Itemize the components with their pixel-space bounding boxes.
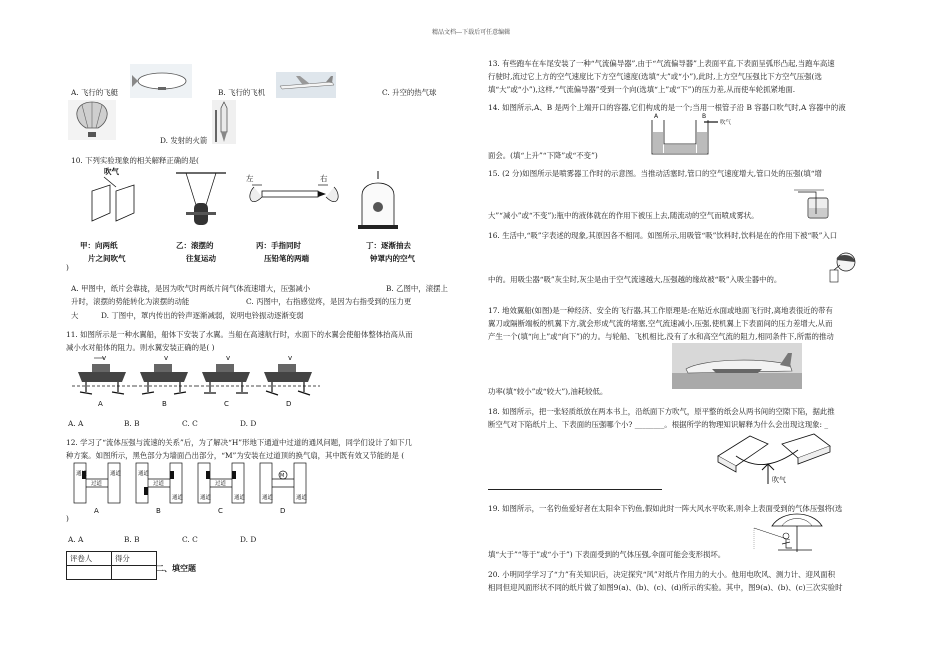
- svg-text:通道: 通道: [76, 471, 88, 477]
- q11-option-c: C. C: [182, 419, 198, 428]
- svg-text:B: B: [156, 507, 161, 515]
- q11-line2: 减小水对船体的阻力。则水翼安装正确的是( ): [66, 343, 215, 352]
- q16-line1: 16. 生活中,“吸”字表述的现象,其原因各不相同。如图所示,用吸管“吸”饮料时,饮料是在的作用下被“吸”入口: [488, 231, 838, 240]
- q12-close-paren: ): [66, 514, 69, 523]
- svg-text:过道: 过道: [215, 481, 227, 487]
- q12-line2: 种方案。如图所示，黑色部分为墙面凸出部分，“M”为安装在过道顶的换气扇，其中既有效又节能的是 (: [66, 451, 405, 460]
- q15-line1: 15. (2 分)如图所示是喷雾器工作时的示意图。当推动活塞时,管口的空气速度增大,管口处的压强(填“增: [488, 169, 822, 178]
- svg-text:片之间吹气: 片之间吹气: [88, 254, 126, 263]
- svg-text:通道: 通道: [200, 495, 212, 501]
- q10-option-b: B. 乙图中，滚摆上: [386, 284, 448, 293]
- svg-text:D: D: [280, 507, 286, 515]
- svg-text:C: C: [218, 507, 223, 515]
- drinking-straw-figure: [824, 250, 864, 284]
- section-title-fill-in: 二、填空题: [156, 563, 196, 573]
- svg-text:v: v: [288, 354, 293, 362]
- q14-line1: 14. 如图所示,A、B 是两个上端开口的容器,它们构成的是一个;当用一根管子沿 B 容器口吹气时,A 容器中的液: [488, 103, 846, 112]
- sprayer-figure: [794, 186, 834, 220]
- svg-text:吹气: 吹气: [772, 476, 786, 484]
- airship-image: [130, 64, 192, 98]
- svg-text:v: v: [164, 354, 169, 362]
- q17-line2: 翼刀或隔断端板的机翼下方,就会形成气流的堵塞,空气流速减小,压强,使机翼上下表面间的压力差增大,从而: [488, 319, 833, 328]
- svg-text:B: B: [702, 113, 707, 120]
- q10-option-d: D. 丁图中，罩内传出的铃声逐渐减弱，说明电铃振动逐渐变弱: [101, 311, 304, 320]
- hot-air-balloon-image: [68, 100, 116, 140]
- svg-text:过道: 过道: [153, 481, 165, 487]
- q17-line1: 17. 地效翼船(如图)是一种经济、安全的飞行器,其工作原理是:在贴近水面或地面飞行时,离地表很近的带有: [488, 306, 833, 315]
- svg-text:钟罩内的空气: 钟罩内的空气: [370, 254, 415, 263]
- svg-text:通道: 通道: [262, 495, 274, 501]
- svg-text:C: C: [224, 400, 229, 408]
- svg-text:M: M: [280, 473, 285, 479]
- q10-option-b-cont: 升时，滚摆的势能转化为滚摆的动能: [71, 297, 190, 306]
- svg-text:往复运动: 往复运动: [186, 254, 216, 263]
- q20-line2: 相同但迎风面形状不同的纸片做了如图9(a)、(b)、(c)、(d)所示的实验。其中，图9(a)、(b)、(c)三次实验时: [488, 583, 843, 592]
- tunnel-ventilation-figure: [72, 461, 322, 517]
- q9-option-c: C. 升空的热气球: [382, 88, 437, 97]
- svg-text:左: 左: [246, 174, 254, 183]
- q12-option-c: C. C: [182, 535, 198, 544]
- paper-on-books-figure: [712, 426, 836, 488]
- q11-option-d: D. D: [240, 419, 257, 428]
- q18-line1: 18. 如图所示，把一张轻质纸放在两本书上，沿纸面下方吹气，原平整的纸会从两书间的空隙下陷，据此推: [488, 407, 835, 416]
- svg-text:v: v: [102, 354, 107, 362]
- q12-option-b: B. B: [124, 535, 140, 544]
- svg-text:乙：滚摆的: 乙：滚摆的: [176, 241, 214, 250]
- score-cell-grader: [67, 566, 112, 580]
- score-header-grader: 评卷人: [67, 552, 112, 566]
- svg-text:A: A: [98, 400, 103, 408]
- q14-line2: 面会。(填“上升”“下降”或“不变”): [488, 151, 598, 160]
- q17-line3: 产生一个(填“向上”或“向下”)的力。与轮船、飞机相比,没有了水和高空气流的阻力,相同条件下,所需的推动: [488, 332, 834, 341]
- q9-option-a: A. 飞行的飞艇: [71, 88, 118, 97]
- svg-text:过道: 过道: [91, 481, 103, 487]
- q10-experiment-figures: [76, 165, 415, 265]
- q9-option-d: D. 发射的火箭: [160, 136, 208, 145]
- jia-blow-label: 吹气: [104, 167, 119, 176]
- q13-line2: 行驶时,流过它上方的空气速度比下方空气速度(选填“大”或“小”),此时,上方空气压强比下方空气压强(选: [488, 72, 822, 81]
- q12-option-d: D. D: [240, 535, 257, 544]
- svg-text:v: v: [226, 354, 231, 362]
- q11-option-b: B. B: [124, 419, 140, 428]
- svg-text:B: B: [162, 400, 167, 408]
- svg-text:通道: 通道: [110, 471, 122, 477]
- q12-option-a: A. A: [68, 535, 84, 544]
- svg-text:吹气: 吹气: [720, 120, 732, 126]
- score-cell-score: [112, 566, 157, 580]
- q19-line2: 填“大于”“等于”或“小于”) 下表面受到的气体压强,伞面可能会变形损坏。: [488, 550, 726, 559]
- q13-line1: 13. 有些跑车在车尾安装了一种“气流偏导器”,由于“气流偏导器”上表面平直,下表面呈弧形凸起,当跑车高速: [488, 59, 835, 68]
- q18-line2: 断空气对下陷纸片上、下表面的压强哪个小? ________。根据所学的物理知识解释为什么会出现这现象: _: [488, 420, 829, 429]
- q10-option-c: C. 丙图中，右指感觉疼，是因为右指受到的压力更: [246, 297, 412, 306]
- fishing-umbrella-figure: [752, 510, 832, 554]
- q17-line4: 功率(填“较小”或“较大”),油耗较低。: [488, 387, 608, 396]
- q20-line1: 20. 小明同学学习了“力”有关知识后，决定探究“风”对纸片作用力的大小。他用电吹风、测力计、迎风面积: [488, 570, 836, 579]
- q19-line1: 19. 如图所示，一名钓鱼爱好者在太阳伞下钓鱼,假如此时一阵大风水平吹来,则伞上表面受到的气体压强将(选: [488, 504, 843, 513]
- airplane-image: [276, 72, 336, 98]
- q10-option-a: A. 甲图中，纸片会靠拢，是因为吹气时两纸片间气体流速增大，压强减小: [71, 284, 311, 293]
- q13-line3: 填“大”或“小”),这样,“气流偏导器”受到一个向(选填“上”或“下”)的压力差,从而使车轮抓紧地面.: [488, 85, 796, 94]
- q10-close-paren: ): [66, 263, 69, 272]
- page-header: 精品文档---下载后可任意编辑: [432, 29, 511, 36]
- rocket-launch-image: [212, 100, 236, 144]
- q9-option-b: B. 飞行的飞机: [218, 88, 266, 97]
- q16-line2: 中的。用吸尘器“吸”灰尘时,灰尘是由于空气流速越大,压强越的缘故被“吸”入吸尘器中的。: [488, 275, 782, 284]
- q12-line1: 12. 学习了“流体压强与流速的关系”后，为了解决“H”形地下通道中过道的通风问题，同学们设计了如下几: [66, 438, 413, 447]
- q18-answer-line: [488, 489, 662, 490]
- svg-text:A: A: [654, 113, 659, 120]
- svg-text:压铅笔的两端: 压铅笔的两端: [264, 254, 309, 263]
- hydrofoil-options-figure: [72, 352, 322, 410]
- svg-text:甲：向两纸: 甲：向两纸: [80, 241, 118, 250]
- svg-text:通道: 通道: [234, 495, 246, 501]
- q10-option-c-cont: 大: [71, 311, 79, 320]
- svg-text:通道: 通道: [172, 495, 184, 501]
- q11-option-a: A. A: [68, 419, 84, 428]
- svg-text:D: D: [286, 400, 292, 408]
- q15-line2: 大”“减小”或“不变”);瓶中的液体就在的作用下被压上去,随流动的空气而喷成雾状。: [488, 211, 759, 220]
- svg-text:右: 右: [320, 174, 328, 183]
- svg-text:A: A: [94, 507, 99, 515]
- svg-text:通道: 通道: [138, 471, 150, 477]
- q10-stem: 10. 下列实验现象的相关解释正确的是(: [71, 156, 199, 165]
- svg-text:丙：手指同时: 丙：手指同时: [256, 241, 301, 250]
- wing-in-ground-craft-image: [672, 343, 802, 389]
- svg-text:丁：逐渐抽去: 丁：逐渐抽去: [366, 241, 411, 250]
- connected-vessels-figure: [648, 112, 736, 160]
- score-header-score: 得分: [112, 552, 157, 566]
- score-table: [66, 551, 157, 580]
- svg-text:通道: 通道: [296, 495, 308, 501]
- q11-line1: 11. 如图所示是一种水翼船，船体下安装了水翼。当船在高速航行时，水面下的水翼会使船体整体抬高从而: [66, 330, 413, 339]
